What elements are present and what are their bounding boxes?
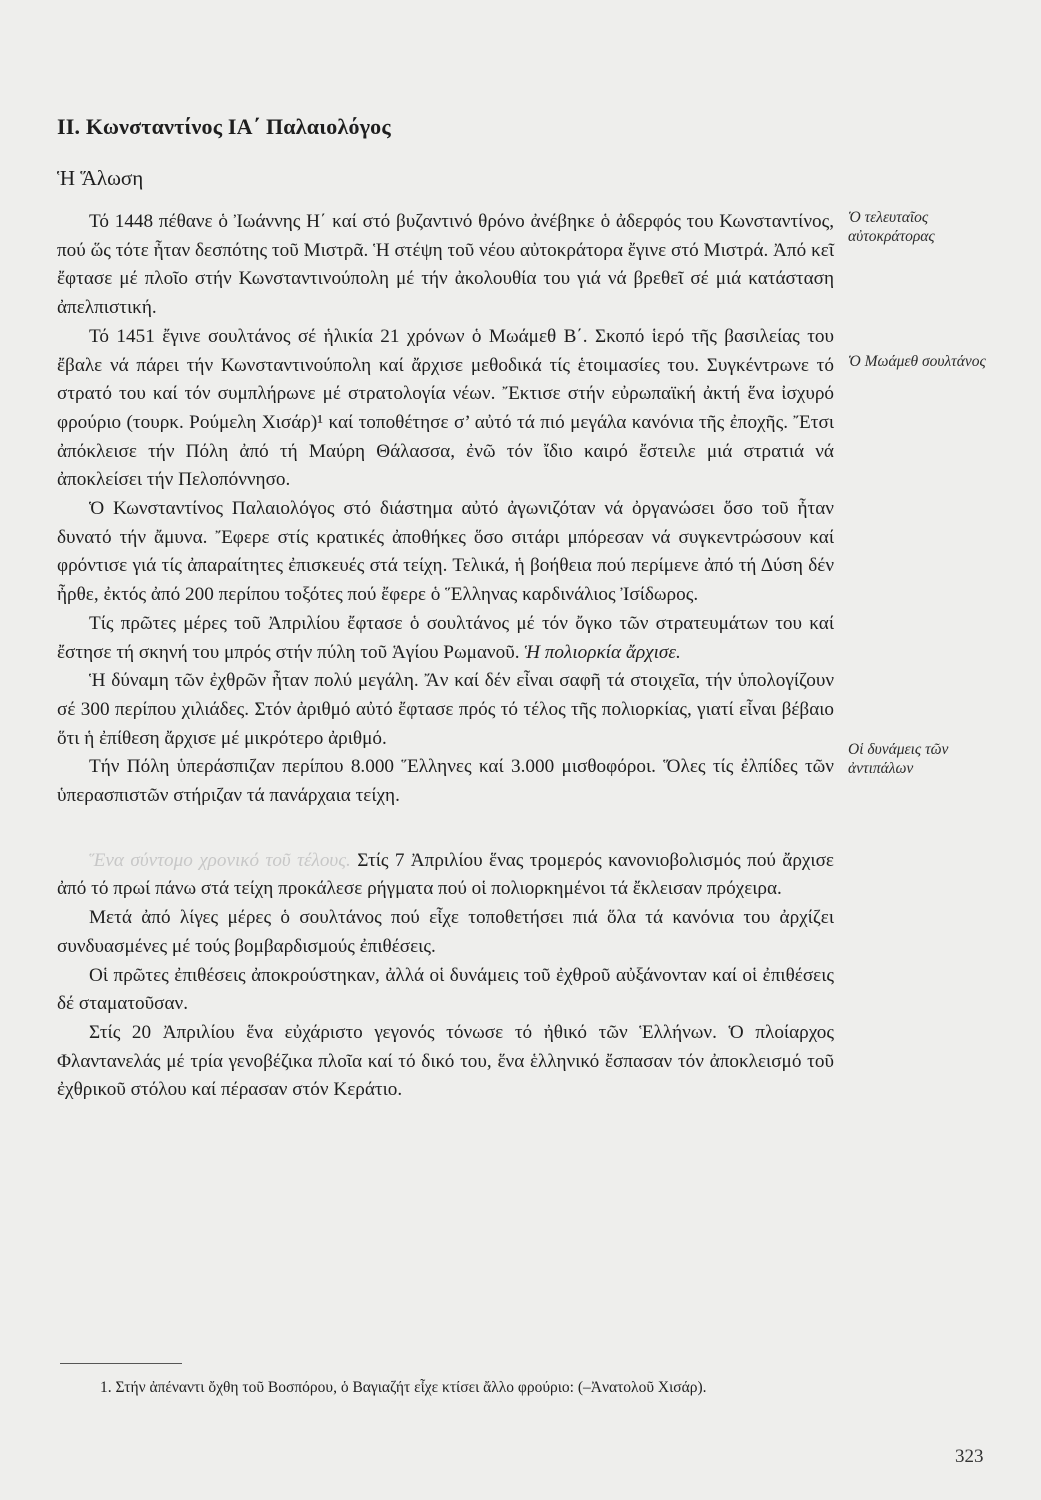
paragraph: Ὁ Κωνσταντίνος Παλαιολόγος στό διάστημα αὐτό ἀγωνιζόταν νά ὀργανώσει ὅσο τοῦ ἦταν δυνατό τήν ἄμυνα. Ἔφερε στίς κρατικές ἀποθήκες ὅσο σιτάρι μπόρεσαν νά συγκεντρώσουν καί φρόντισε γιά τίς ἀπαραίτητες ἐπισκευές στά τείχη. Τελικά, ἡ βοήθεια πού περίμενε ἀπό τή Δύση δέν ἦρθε, ἐκτός ἀπό 200 περίπου τοξότες πού ἔφερε ὁ Ἕλληνας καρδινάλιος Ἰσίδωρος. <box>57 498 834 606</box>
page-number: 323 <box>955 1446 984 1467</box>
paragraph <box>57 847 834 904</box>
faded-lead: Ἕνα σύντομο χρονικό τοῦ τέλους. <box>89 849 351 871</box>
body-text <box>57 208 834 1105</box>
paragraph-text: Τίς πρῶτες μέρες τοῦ Ἀπριλίου ἔφτασε ὁ σουλτάνος μέ τόν ὄγκο τῶν στρατευμάτων του καί ἔστησε τή σκηνή του μπρός στήν πύλη τοῦ Ἁγίου Ρωμανοῦ. <box>57 612 834 663</box>
italic-phrase: Ἡ πολιορκία ἄρχισε. <box>524 641 681 663</box>
margin-note: Οἱ δυνάμεις τῶν ἀντιπάλων <box>848 741 949 777</box>
margin-note: Ὁ Μωάμεθ σουλτάνος <box>848 353 986 370</box>
paragraph: Ἡ δύναμη τῶν ἐχθρῶν ἦταν πολύ μεγάλη. Ἄν καί δέν εἶναι σαφῆ τά στοιχεῖα, τήν ὑπολογίζουν σέ 300 περίπου χιλιάδες. Στόν ἀριθμό αὐτό ἔφτασε πρός τό τέλος τῆς πολιορκίας, γιατί εἶναι βέβαιο ὅτι ἡ ἐπίθεση ἄρχισε μέ μικρότερο ἀριθμό. <box>57 670 834 749</box>
chapter-title: II. Κωνσταντίνος ΙΑ΄ Παλαιολόγος <box>57 114 391 139</box>
footnote-rule <box>60 1363 182 1364</box>
paragraph: Οἱ πρῶτες ἐπιθέσεις ἀποκρούστηκαν, ἀλλά οἱ δυνάμεις τοῦ ἐχθροῦ αὐξάνονταν καί οἱ ἐπιθέσεις δέ σταματοῦσαν. <box>57 964 834 1015</box>
paragraph: Τό 1451 ἔγινε σουλτάνος σέ ἡλικία 21 χρόνων ὁ Μωάμεθ Β΄. Σκοπό ἱερό τῆς βασιλείας του ἔβαλε νά πάρει τήν Κωνσταντινούπολη καί ἄρχισε μεθοδικά τίς ἑτοιμασίες του. Συγκέντρωνε τό στρατό του καί τόν συμπλήρωνε μέ στρατολογία νέων. Ἔκτισε στήν εὐρωπαϊκή ἀκτή ἕνα ἰσχυρό φρούριο (τουρκ. Ρούμελη Χισάρ)¹ καί τοποθέτησε σ’ αὐτό τά πιό μεγάλα κανόνια τῆς ἐποχῆς. Ἔτσι ἀπόκλεισε τήν Πόλη ἀπό τή Μαύρη Θάλασσα, ἐνῶ τόν ἴδιο καιρό ἔστειλε μιά στρατιά νά ἀποκλείσει τήν Πελοπόννησο. <box>57 325 834 491</box>
paragraph: Τήν Πόλη ὑπεράσπιζαν περίπου 8.000 Ἕλληνες καί 3.000 μισθοφόροι. Ὅλες τίς ἐλπίδες τῶν ὑπερασπιστῶν στήριζαν τά πανάρχαια τείχη. <box>57 756 834 807</box>
paragraph: Τό 1448 πέθανε ὁ Ἰωάννης Η΄ καί στό βυζαντινό θρόνο ἀνέβηκε ὁ ἀδερφός του Κωνσταντίνος, πού ὥς τότε ἦταν δεσπότης τοῦ Μιστρᾶ. Ἡ στέψη τοῦ νέου αὐτοκράτορα ἔγινε στό Μιστρά. Ἀπό κεῖ ἔφτασε μέ πλοῖο στήν Κωνσταντινούπολη μέ τήν ἀκολουθία του γιά νά βρεθεῖ σέ μιά κατάσταση ἀπελπιστική. <box>57 211 834 319</box>
margin-note: Ὁ τελευταῖος αὐτοκράτορας <box>848 209 935 245</box>
paragraph <box>57 610 834 667</box>
section-title: Ἡ Ἅλωση <box>57 166 144 190</box>
paragraph: Στίς 20 Ἀπριλίου ἕνα εὐχάριστο γεγονός τόνωσε τό ἠθικό τῶν Ἑλλήνων. Ὁ πλοίαρχος Φλαντανελάς μέ τρία γενοβέζικα πλοῖα καί τό δικό του, ἕνα ἑλληνικό ἔσπασαν τόν ἀποκλεισμό τοῦ ἐχθρικοῦ στόλου καί πέρασαν στόν Κεράτιο. <box>57 1021 834 1101</box>
paragraph-text: Στίς 7 Ἀπριλίου ἕνας τρομερός κανονιοβολισμός πού ἄρχισε ἀπό τό πρωί πάνω στά τείχη προκάλεσε ρήγματα πού οἱ πολιορκημένοι τά ἔκλεισαν πρόχειρα. <box>57 849 834 900</box>
paragraph: Μετά ἀπό λίγες μέρες ὁ σουλτάνος πού εἶχε τοποθετήσει πιά ὅλα τά κανόνια του ἀρχίζει συνδυασμένες μέ τούς βομβαρδισμούς ἐπιθέσεις. <box>57 907 834 957</box>
footnote: 1. Στήν ἀπέναντι ὄχθη τοῦ Βοσπόρου, ὁ Βαγιαζήτ εἶχε κτίσει ἄλλο φρούριο: (–Ἀνατολοῦ Χισάρ). <box>100 1379 707 1396</box>
